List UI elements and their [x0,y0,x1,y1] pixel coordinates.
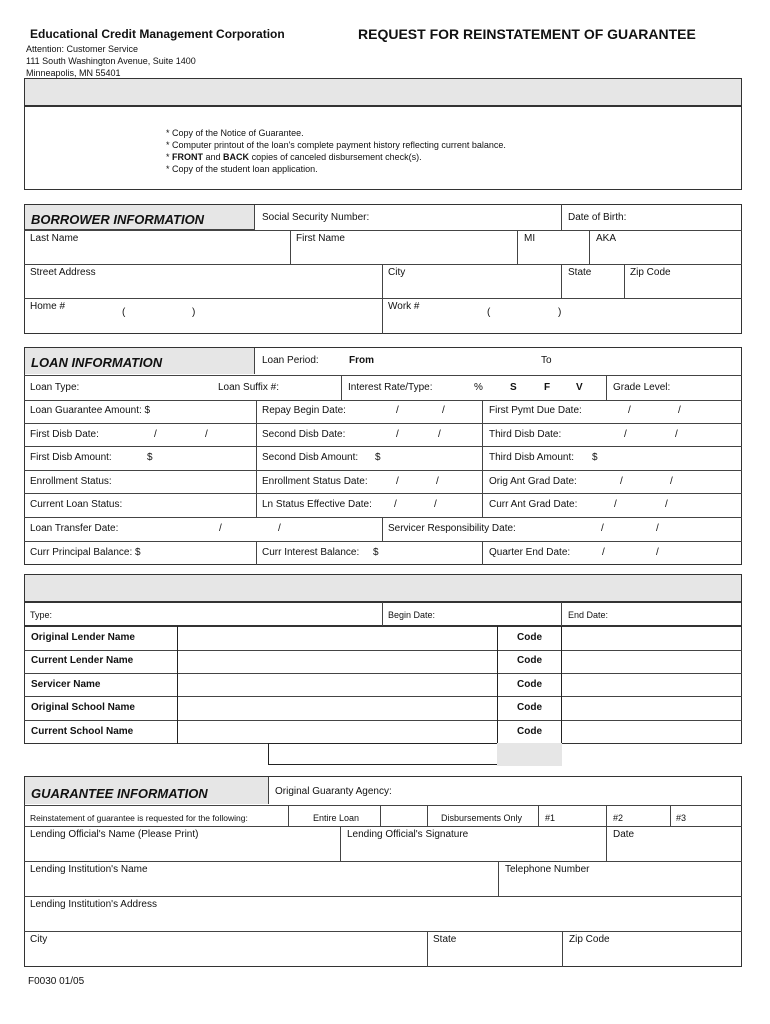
slash: / [442,405,445,416]
current-school-label: Current School Name [31,726,134,737]
institution-zip-label: Zip Code [569,934,610,945]
deferment-row [24,602,742,626]
entire-loan-option: Entire Loan [313,813,360,823]
slash: / [219,523,222,534]
requirement-2: * Computer printout of the loan's complete payment history reflecting current balance. [166,140,506,150]
code-label: Code [517,632,542,643]
code-label: Code [517,655,542,666]
work-paren-open: ( [487,307,491,318]
second-disb-date-label: Second Disb Date: [262,429,346,440]
slash: / [620,476,623,487]
slash: / [396,405,399,416]
form-id: F0030 01/05 [28,976,85,987]
signature-date-label: Date [613,829,635,840]
second-disb-amount-label: Second Disb Amount: [262,452,359,463]
percent-sign: % [474,382,483,393]
third-disb-amount-label: Third Disb Amount: [489,452,575,463]
slash: / [396,476,399,487]
state-label: State [568,267,592,278]
from-label: From [349,355,374,366]
loan-suffix-label: Loan Suffix #: [218,382,279,393]
servicer-resp-label: Servicer Responsibility Date: [388,523,516,534]
slash: / [601,523,604,534]
disb-3-label: #3 [676,813,687,823]
slash: / [278,523,281,534]
institution-city-label: City [30,934,48,945]
official-name-label: Lending Official's Name (Please Print) [30,829,199,840]
current-status-label: Current Loan Status: [30,499,123,510]
ln-status-date-label: Ln Status Effective Date: [262,499,372,510]
header-gray-band [24,78,742,106]
quarter-end-label: Quarter End Date: [489,547,571,558]
work-phone-label: Work # [388,301,420,312]
city-label: City [388,267,406,278]
code-label: Code [517,726,542,737]
first-pymt-label: First Pymt Due Date: [489,405,582,416]
slash: / [154,429,157,440]
enrollment-date-label: Enrollment Status Date: [262,476,368,487]
dollar-sign: $ [592,452,598,463]
loan-type-label: Loan Type: [30,382,80,393]
address-line-2: Minneapolis, MN 55401 [26,68,121,78]
extra-gray-cell [497,743,562,766]
extra-field-cell [268,743,497,765]
transfer-date-label: Loan Transfer Date: [30,523,119,534]
loan-period-label: Loan Period: [262,355,319,366]
enrollment-status-label: Enrollment Status: [30,476,112,487]
borrower-heading: BORROWER INFORMATION [31,212,205,227]
rate-type-f: F [544,382,551,393]
to-label: To [541,355,552,366]
requirement-4: * Copy of the student loan application. [166,164,318,174]
code-label: Code [517,679,542,690]
last-name-label: Last Name [30,233,79,244]
code-label: Code [517,702,542,713]
first-disb-amount-label: First Disb Amount: [30,452,112,463]
aka-label: AKA [596,233,617,244]
slash: / [602,547,605,558]
work-paren-close: ) [558,307,562,318]
attention-line: Attention: Customer Service [26,44,139,54]
slash: / [438,429,441,440]
deferment-begin-label: Begin Date: [388,610,436,620]
institution-address-label: Lending Institution's Address [30,899,157,910]
req3-front: FRONT [172,152,204,162]
dob-label: Date of Birth: [568,212,627,223]
official-signature-label: Lending Official's Signature [347,829,469,840]
disbursements-only-option: Disbursements Only [441,813,523,823]
slash: / [394,499,397,510]
home-paren-close: ) [192,307,196,318]
rate-type-v: V [576,382,583,393]
street-label: Street Address [30,267,96,278]
slash: / [665,499,668,510]
deferment-gray-band [24,574,742,602]
mi-label: MI [524,233,536,244]
req3-text: copies of canceled disbursement check(s). [251,152,422,162]
home-paren-open: ( [122,307,126,318]
req3-prefix: * [166,152,173,162]
req3-and: and [203,152,224,162]
telephone-label: Telephone Number [505,864,590,875]
address-line-1: 111 South Washington Avenue, Suite 1400 [26,56,196,66]
requirements-box [24,106,742,190]
curr-grad-label: Curr Ant Grad Date: [489,499,578,510]
current-lender-label: Current Lender Name [31,655,134,666]
req3-back: BACK [223,152,250,162]
orig-grad-label: Orig Ant Grad Date: [489,476,577,487]
slash: / [678,405,681,416]
grade-level-label: Grade Level: [613,382,671,393]
deferment-end-label: End Date: [568,610,609,620]
loan-heading: LOAN INFORMATION [31,355,163,370]
institution-state-label: State [433,934,457,945]
zip-label: Zip Code [630,267,671,278]
dollar-sign: $ [147,452,153,463]
servicer-name-label: Servicer Name [31,679,101,690]
original-agency-label: Original Guaranty Agency: [275,786,392,797]
rate-type-s: S [510,382,517,393]
requirement-1: * Copy of the Notice of Guarantee. [166,128,304,138]
requirement-3 [166,151,422,163]
slash: / [675,429,678,440]
original-lender-label: Original Lender Name [31,632,135,643]
slash: / [656,523,659,534]
deferment-type-label: Type: [30,610,53,620]
form-title: REQUEST FOR REINSTATEMENT OF GUARANTEE [358,26,696,42]
repay-begin-label: Repay Begin Date: [262,405,346,416]
institution-name-label: Lending Institution's Name [30,864,148,875]
guarantee-heading: GUARANTEE INFORMATION [31,786,208,801]
slash: / [656,547,659,558]
slash: / [205,429,208,440]
third-disb-date-label: Third Disb Date: [489,429,562,440]
home-phone-label: Home # [30,301,66,312]
slash: / [396,429,399,440]
ssn-label: Social Security Number: [262,212,370,223]
slash: / [436,476,439,487]
slash: / [628,405,631,416]
disb-1-label: #1 [545,813,556,823]
loan-section [24,347,742,565]
reinstatement-label: Reinstatement of guarantee is requested for the following: [30,813,248,823]
dollar-sign: $ [373,547,379,558]
org-name: Educational Credit Management Corporation [30,27,285,41]
slash: / [670,476,673,487]
dollar-sign: $ [375,452,381,463]
disb-2-label: #2 [613,813,624,823]
original-school-label: Original School Name [31,702,135,713]
guarantee-amount-label: Loan Guarantee Amount: $ [30,405,151,416]
slash: / [624,429,627,440]
first-name-label: First Name [296,233,345,244]
slash: / [614,499,617,510]
slash: / [434,499,437,510]
interest-rate-label: Interest Rate/Type: [348,382,433,393]
interest-balance-label: Curr Interest Balance: [262,547,360,558]
first-disb-date-label: First Disb Date: [30,429,99,440]
principal-balance-label: Curr Principal Balance: $ [30,547,141,558]
